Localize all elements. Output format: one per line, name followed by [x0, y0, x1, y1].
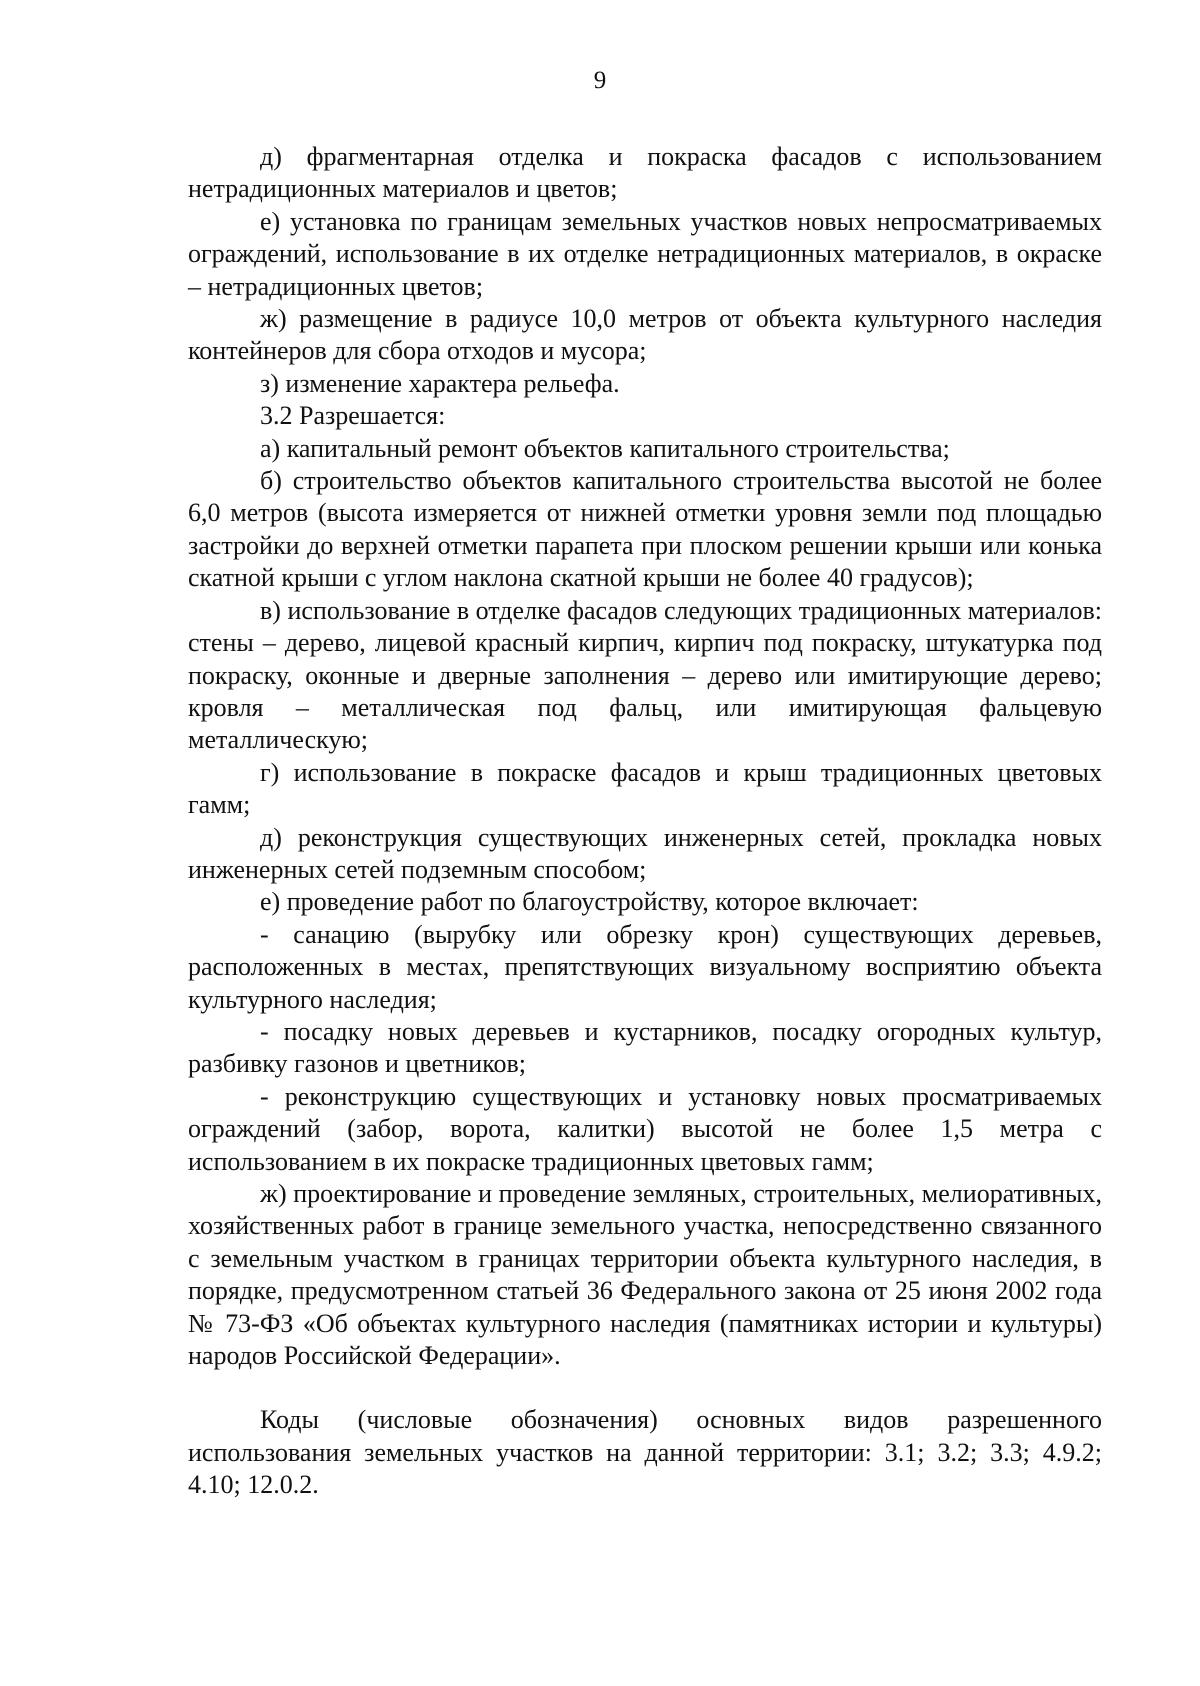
prohibition-item-zh: ж) размещение в радиусе 10,0 метров от объекта культурного наследия контейнеров для сбора отходов и мусора; [188, 304, 1102, 366]
landscaping-subitem-planting: - посадку новых деревьев и кустарников, посадку огородных культур, разбивку газонов и цветников; [188, 1016, 1102, 1079]
landscaping-subitem-sanitation: - санацию (вырубку или обрезку крон) существующих деревьев, расположенных в местах, препятствующих визуальному восприятию объекта культурного наследия; [188, 919, 1102, 1014]
allowed-item-b: б) строительство объектов капитального строительства высотой не более 6,0 метров (высота измеряется от нижней отметки уровня земли под площадью застройки до верхней отметки парапета при плоском решении крыши или конька скатной крыши с углом наклона скатной крыши не более 40 градусов); [188, 466, 1102, 593]
prohibition-item-z: з) изменение характера рельефа. [260, 368, 620, 398]
prohibition-item-e: е) установка по границам земельных участков новых непросматриваемых ограждений, использование в их отделке нетрадиционных материалов, в окраске – нетрадиционных цветов; [188, 206, 1102, 301]
document-body [188, 141, 1102, 1502]
allowed-item-g: г) использование в покраске фасадов и крыш традиционных цветовых гамм; [188, 757, 1102, 820]
allowed-item-e: е) проведение работ по благоустройству, которое включает: [260, 887, 919, 917]
allowed-item-v: в) использование в отделке фасадов следующих традиционных материалов: стены – дерево, лицевой красный кирпич, кирпич под покраску, штукатурка под покраску, оконные и дверные заполнения – дерево или имитирующие дерево; кровля – металлическая под фальц, или имитирующая фальцевую металлическую; [188, 595, 1102, 755]
allowed-item-zh: ж) проектирование и проведение земляных, строительных, мелиоративных, хозяйственных работ в границе земельного участка, непосредственно связанного с земельным участком в границах территории объекта культурного наследия, в порядке, предусмотренном статьей 36 Федерального закона от 25 июня 2002 года № 73-ФЗ «Об объектах культурного наследия (памятниках истории и культуры) народов Российской Федерации». [188, 1179, 1102, 1371]
landscaping-subitem-fences: - реконструкцию существующих и установку новых просматриваемых ограждений (забор, ворота, калитки) высотой не более 1,5 метра с использованием в их покраске традиционных цветовых гамм; [188, 1081, 1102, 1176]
prohibition-item-d: д) фрагментарная отделка и покраска фасадов с использованием нетрадиционных материалов и цветов; [188, 142, 1102, 204]
land-use-codes-paragraph: Коды (числовые обозначения) основных видов разрешенного использования земельных участков на данной территории: 3.1; 3.2; 3.3; 4.9.2; 4.10; 12.0.2. [188, 1405, 1102, 1500]
page-number: 9 [593, 67, 607, 94]
section-heading-allowed: 3.2 Разрешается: [260, 401, 446, 431]
allowed-item-d: д) реконструкция существующих инженерных сетей, прокладка новых инженерных сетей подземным способом; [188, 822, 1102, 884]
paragraph-gap [188, 1372, 1102, 1404]
allowed-item-a: а) капитальный ремонт объектов капитального строительства; [260, 433, 950, 463]
